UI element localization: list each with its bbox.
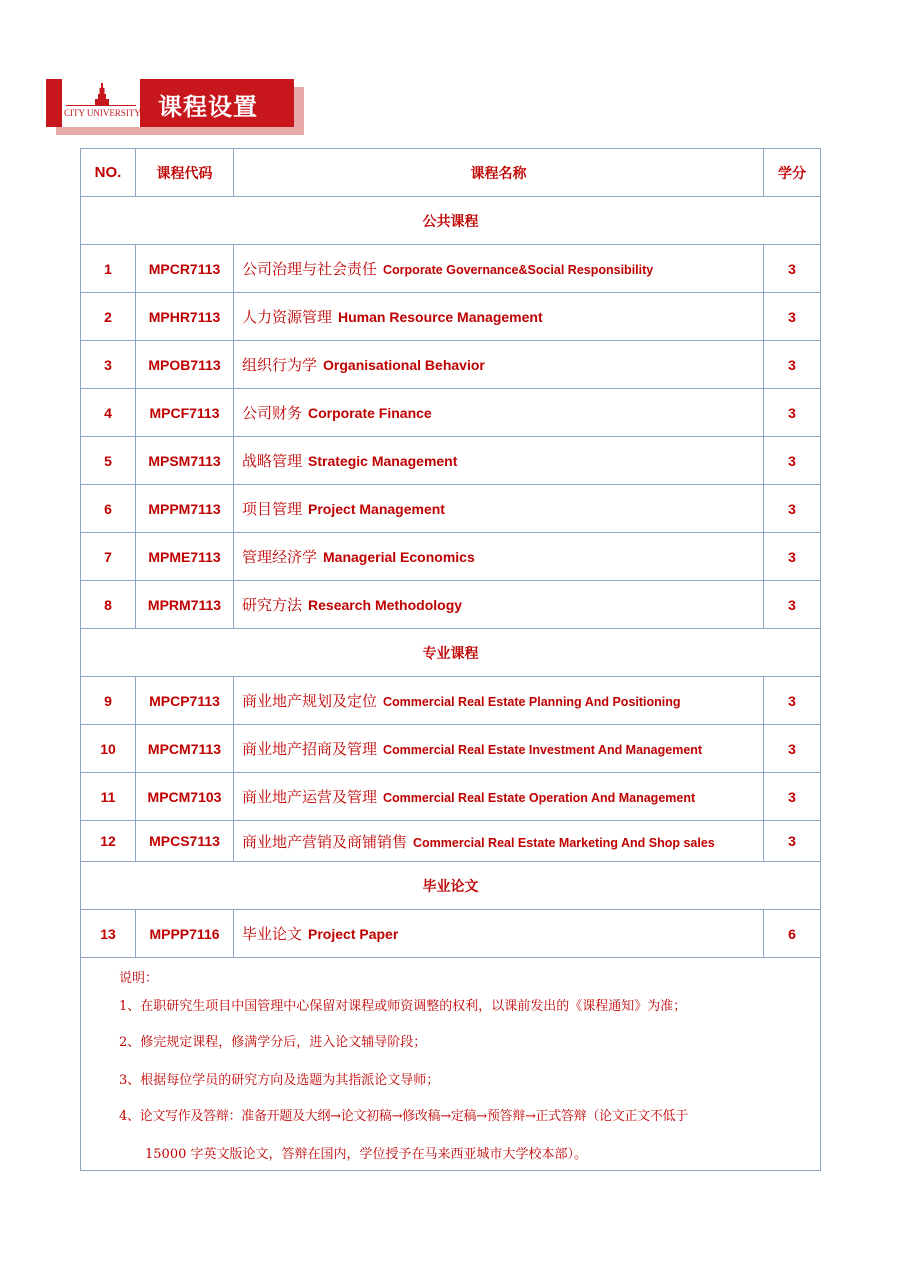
- section-row: [81, 197, 821, 245]
- table-header-row: [81, 149, 821, 197]
- course-name-en: Commercial Real Estate Investment And Management: [383, 743, 703, 757]
- header-banner: [46, 79, 304, 135]
- course-name: [234, 533, 764, 581]
- course-number: 8: [81, 581, 136, 629]
- course-name: [234, 389, 764, 437]
- table-row: [81, 725, 821, 773]
- header-name: 课程名称: [234, 149, 764, 197]
- note-item: 4、论文写作及答辩：准备开题及大纲→论文初稿→修改稿→定稿→预答辩→正式答辩（论文正文不低于: [119, 1109, 688, 1124]
- course-name-zh: 商业地产招商及管理: [242, 740, 378, 758]
- table-row: [81, 910, 821, 958]
- table-row: [81, 677, 821, 725]
- note-item: 3、根据每位学员的研究方向及选题为其指派论文导师；: [119, 1073, 440, 1088]
- course-name-zh: 战略管理: [242, 452, 303, 470]
- header-code: 课程代码: [136, 149, 234, 197]
- course-name: [234, 437, 764, 485]
- notes-row: [81, 958, 821, 1171]
- course-name-zh: 商业地产运营及管理: [242, 788, 378, 806]
- table-row: [81, 485, 821, 533]
- course-table-body: [81, 149, 821, 1171]
- table-row: [81, 773, 821, 821]
- course-name-en: Project Paper: [308, 926, 399, 942]
- course-name: [234, 485, 764, 533]
- section-title: 毕业论文: [81, 862, 821, 910]
- section-row: [81, 629, 821, 677]
- course-credit: 3: [764, 725, 821, 773]
- course-name-en: Organisational Behavior: [323, 357, 485, 373]
- course-name-en: Human Resource Management: [338, 309, 543, 325]
- logo-divider: [66, 105, 136, 106]
- course-name-zh: 商业地产规划及定位: [242, 692, 378, 710]
- table-row: [81, 581, 821, 629]
- course-credit: 3: [764, 581, 821, 629]
- course-number: 7: [81, 533, 136, 581]
- logo-text: CITY UNIVERSITY: [64, 108, 141, 118]
- course-name-en: Commercial Real Estate Planning And Positioning: [383, 695, 681, 709]
- course-number: 10: [81, 725, 136, 773]
- course-code: MPSM7113: [136, 437, 234, 485]
- course-number: 4: [81, 389, 136, 437]
- course-name: [234, 245, 764, 293]
- tower-icon: [95, 83, 109, 105]
- course-name: [234, 773, 764, 821]
- course-number: 11: [81, 773, 136, 821]
- course-name-zh: 公司治理与社会责任: [242, 260, 378, 278]
- course-name: [234, 910, 764, 958]
- course-table: [80, 148, 821, 1171]
- header-credit: 学分: [764, 149, 821, 197]
- course-credit: 3: [764, 677, 821, 725]
- course-credit: 3: [764, 293, 821, 341]
- course-credit: 3: [764, 773, 821, 821]
- section-row: [81, 862, 821, 910]
- course-code: MPOB7113: [136, 341, 234, 389]
- university-logo: [62, 79, 140, 127]
- course-code: MPCF7113: [136, 389, 234, 437]
- course-name-en: Commercial Real Estate Marketing And Shop sales: [413, 835, 715, 850]
- course-code: MPHR7113: [136, 293, 234, 341]
- notes-cell: [81, 958, 821, 1171]
- course-name-zh: 研究方法: [242, 596, 303, 614]
- course-number: 12: [81, 821, 136, 862]
- table-row: [81, 533, 821, 581]
- course-name-zh: 毕业论文: [242, 925, 303, 943]
- table-row: [81, 437, 821, 485]
- table-row: [81, 389, 821, 437]
- course-code: MPRM7113: [136, 581, 234, 629]
- course-code: MPME7113: [136, 533, 234, 581]
- course-name-en: Corporate Finance: [308, 405, 432, 421]
- course-credit: 6: [764, 910, 821, 958]
- course-number: 6: [81, 485, 136, 533]
- course-name: [234, 725, 764, 773]
- course-credit: 3: [764, 389, 821, 437]
- course-credit: 3: [764, 245, 821, 293]
- course-name-en: Managerial Economics: [323, 549, 475, 565]
- course-number: 2: [81, 293, 136, 341]
- table-row: [81, 821, 821, 862]
- course-name: [234, 341, 764, 389]
- course-code: MPCR7113: [136, 245, 234, 293]
- course-name: [234, 821, 764, 862]
- course-credit: 3: [764, 341, 821, 389]
- course-name-en: Research Methodology: [308, 597, 463, 613]
- page-title: 课程设置: [158, 93, 258, 121]
- course-code: MPPM7113: [136, 485, 234, 533]
- section-title: 专业课程: [81, 629, 821, 677]
- course-name-zh: 组织行为学: [242, 356, 318, 374]
- section-title: 公共课程: [81, 197, 821, 245]
- notes: [81, 958, 820, 1170]
- course-name-zh: 人力资源管理: [242, 308, 333, 326]
- course-code: MPCM7113: [136, 725, 234, 773]
- table-row: [81, 245, 821, 293]
- course-number: 13: [81, 910, 136, 958]
- course-code: MPPP7116: [136, 910, 234, 958]
- course-credit: 3: [764, 821, 821, 862]
- course-code: MPCP7113: [136, 677, 234, 725]
- course-name-zh: 公司财务: [242, 404, 303, 422]
- course-code: MPCM7103: [136, 773, 234, 821]
- course-credit: 3: [764, 485, 821, 533]
- course-number: 9: [81, 677, 136, 725]
- note-item: 15000 字英文版论文，答辩在国内，学位授予在马来西亚城市大学校本部）。: [145, 1147, 587, 1162]
- course-credit: 3: [764, 533, 821, 581]
- course-credit: 3: [764, 437, 821, 485]
- notes-title: 说明：: [119, 971, 159, 986]
- course-name-zh: 商业地产营销及商铺销售: [242, 832, 408, 851]
- note-item: 2、修完规定课程，修满学分后，进入论文辅导阶段；: [119, 1035, 427, 1050]
- course-name-zh: 管理经济学: [242, 548, 318, 566]
- course-name: [234, 293, 764, 341]
- course-name-zh: 项目管理: [242, 500, 303, 518]
- header-no: NO.: [81, 149, 136, 197]
- table-row: [81, 341, 821, 389]
- course-name-en: Strategic Management: [308, 453, 458, 469]
- course-number: 5: [81, 437, 136, 485]
- course-name-en: Commercial Real Estate Operation And Management: [383, 791, 696, 805]
- course-name-en: Project Management: [308, 501, 445, 517]
- course-code: MPCS7113: [136, 821, 234, 862]
- course-name: [234, 581, 764, 629]
- note-item: 1、在职研究生项目中国管理中心保留对课程或师资调整的权利，以课前发出的《课程通知》为准；: [119, 999, 687, 1014]
- course-number: 1: [81, 245, 136, 293]
- course-number: 3: [81, 341, 136, 389]
- course-name: [234, 677, 764, 725]
- table-row: [81, 293, 821, 341]
- course-name-en: Corporate Governance&Social Responsibility: [383, 263, 654, 277]
